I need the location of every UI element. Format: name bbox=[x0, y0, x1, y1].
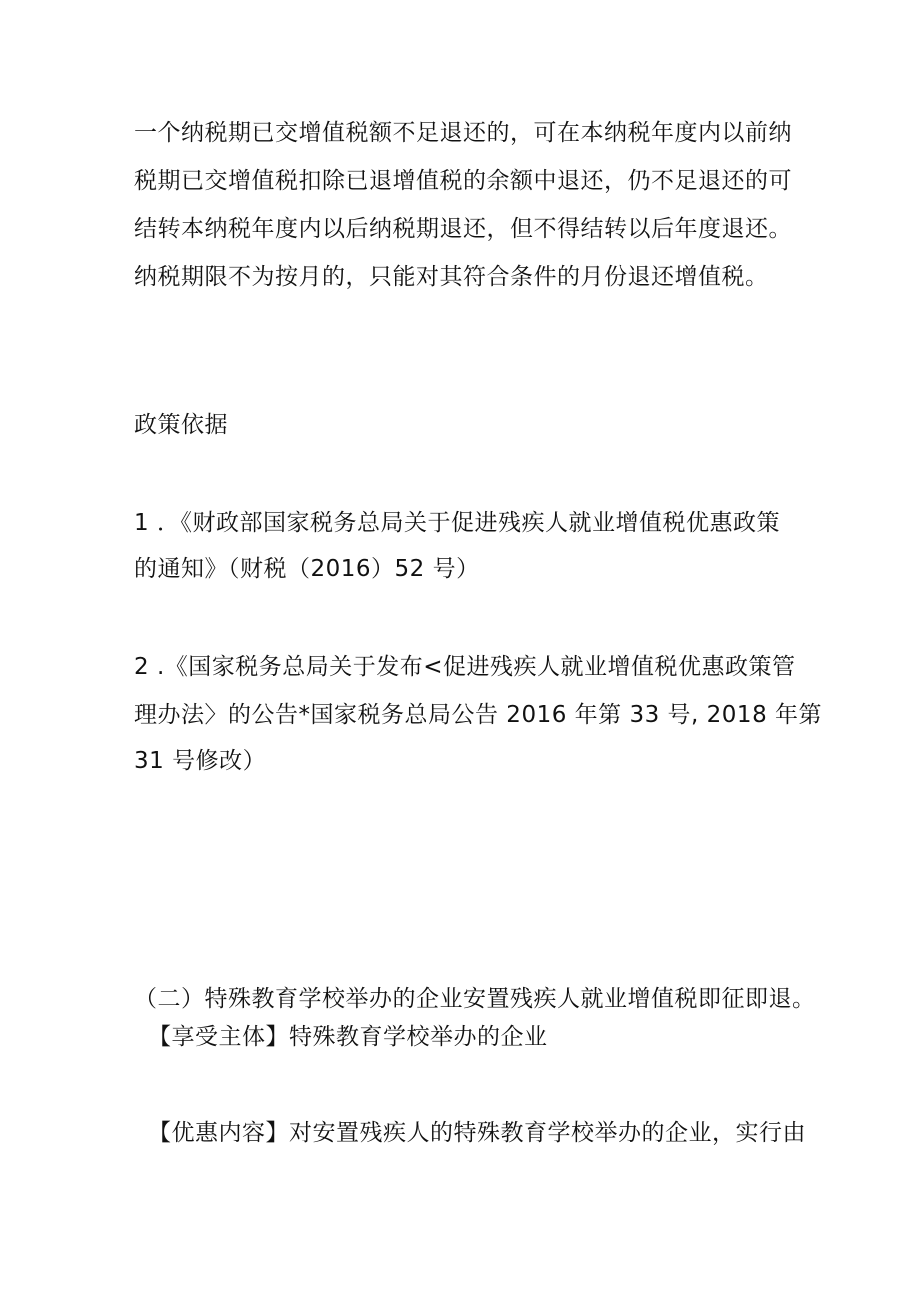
beneficiary-line: 【享受主体】特殊教育学校举办的企业 bbox=[148, 1024, 548, 1050]
reference-1-line: 的通知》（财税（2016）52 号） bbox=[134, 556, 480, 582]
paragraph-line: 一个纳税期已交增值税额不足退还的，可在本纳税年度内以前纳 bbox=[134, 120, 792, 146]
reference-2-line: 2 .《国家税务总局关于发布<促进残疾人就业增值税优惠政策管 bbox=[134, 654, 796, 680]
reference-1-line: 1 ．《财政部国家税务总局关于促进残疾人就业增值税优惠政策 bbox=[134, 510, 780, 536]
reference-2-line: 31 号修改） bbox=[134, 748, 267, 774]
paragraph-line: 结转本纳税年度内以后纳税期退还，但不得结转以后年度退还。 bbox=[134, 216, 792, 242]
paragraph-line: 税期已交增值税扣除已退增值税的余额中退还，仍不足退还的可 bbox=[134, 168, 792, 194]
paragraph-line: 纳税期限不为按月的，只能对其符合条件的月份退还增值税。 bbox=[134, 264, 769, 290]
section-heading-policy-basis: 政策依据 bbox=[134, 412, 228, 438]
section-two-title: （二）特殊教育学校举办的企业安置残疾人就业增值税即征即退。 bbox=[134, 986, 816, 1012]
benefit-content-line: 【优惠内容】对安置残疾人的特殊教育学校举办的企业，实行由 bbox=[148, 1120, 806, 1146]
reference-2-line: 理办法〉的公告*国家税务总局公告 2016 年第 33 号, 2018 年第 bbox=[134, 702, 823, 728]
